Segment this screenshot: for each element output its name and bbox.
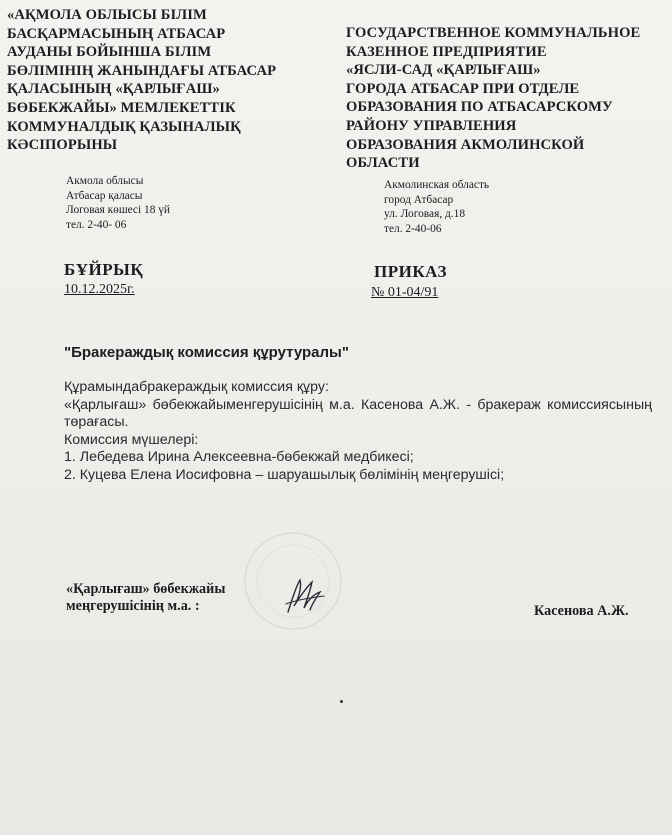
signatory-position: «Қарлығаш» бөбекжайы меңгерушісінің м.а. : <box>66 581 226 614</box>
member-item-1: 1. Лебедева Ирина Алексеевна-бөбекжай медбикесі; <box>64 449 414 466</box>
order-title: "Бракераждық комиссия құрутуралы" <box>64 344 349 361</box>
header-kazakh: «АҚМОЛА ОБЛЫСЫ БІЛІМ БАСҚАРМАСЫНЫҢ АТБАСАР АУДАНЫ БОЙЫНША БІЛІМ БӨЛІМІНІҢ ЖАНЫНДАҒЫ АТБАСАР ҚАЛАСЫНЫҢ «ҚАРЛЫҒАШ» БӨБЕКЖАЙЫ» МЕМЛЕКЕТТІК КОММУНАЛДЫҚ ҚАЗЫНАЛЫҚ КӘСІПОРЫНЫ <box>7 7 277 154</box>
body-line-composition: Құрамындабракераждық комиссия құру: <box>64 379 329 395</box>
doc-type-kazakh: БҰЙРЫҚ <box>64 260 144 279</box>
member-item-2: 2. Куцева Елена Иосифовна – шаруашылық бөлімінің меңгерушісі; <box>64 466 505 483</box>
signatory-name: Касенова А.Ж. <box>534 603 629 619</box>
address-kazakh: Акмола облысы Атбасар қаласы Логовая көшесі 18 үй тел. 2-40- 06 <box>66 175 171 231</box>
body-line-members-heading: Комиссия мүшелері: <box>64 431 199 448</box>
header-russian: ГОСУДАРСТВЕННОЕ КОММУНАЛЬНОЕ КАЗЕННОЕ ПРЕДПРИЯТИЕ «ЯСЛИ-САД «ҚАРЛЫҒАШ» ГОРОДА АТБАСАР ПРИ ОТДЕЛЕ ОБРАЗОВАНИЯ ПО АТБАСАРСКОМУ РАЙОНУ УПРАВЛЕНИЯ ОБРАЗОВАНИЯ АКМОЛИНСКОЙ ОБЛАСТИ <box>346 25 641 172</box>
order-body <box>64 379 652 485</box>
handwritten-signature-icon <box>282 574 328 618</box>
doc-number: № 01-04/91 <box>371 285 439 300</box>
address-russian: Акмолинская область город Атбасар ул. Логовая, д.18 тел. 2-40-06 <box>384 179 490 235</box>
body-line-chairman: «Қарлығаш» бөбекжайыменгерушісінің м.а. Касенова А.Ж. - бракераж комиссиясының төрағасы. <box>64 396 652 431</box>
ink-speck <box>340 700 343 703</box>
doc-date: 10.12.2025г. <box>64 282 135 297</box>
doc-type-russian: ПРИКАЗ <box>374 262 447 281</box>
